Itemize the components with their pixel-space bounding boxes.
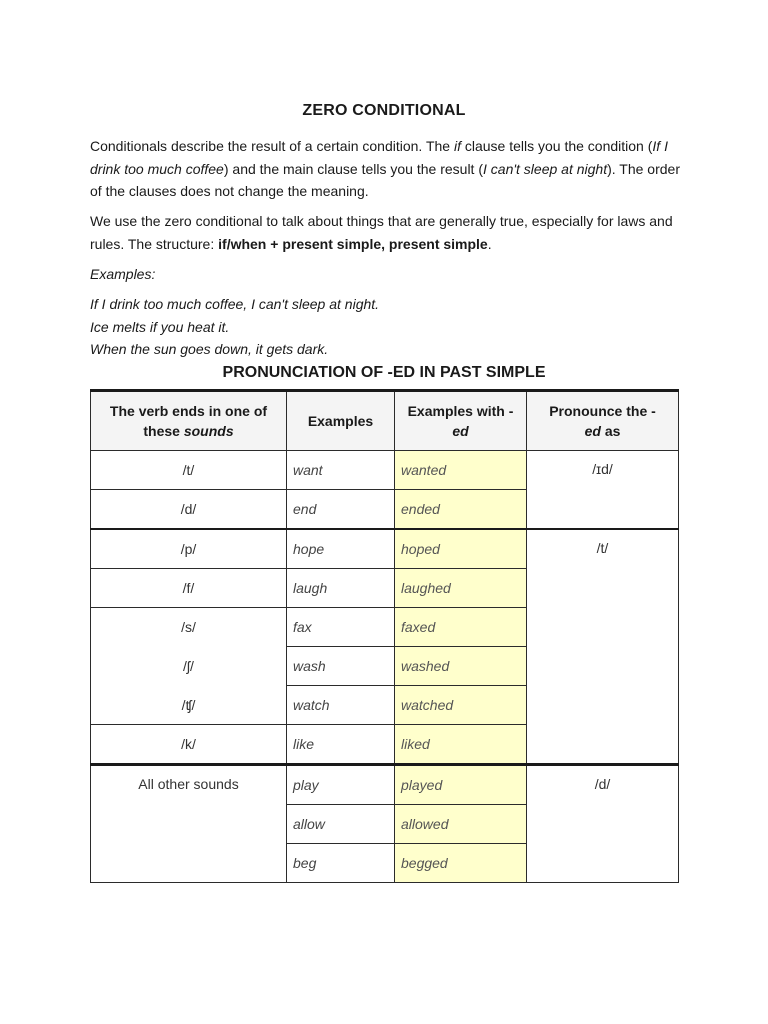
pronunciation-cell: /t/ [527, 529, 679, 765]
ed-example-cell: liked [395, 725, 527, 765]
example-cell: wash [287, 647, 395, 686]
header-text: Examples with - [407, 403, 514, 419]
ed-example-cell: laughed [395, 569, 527, 608]
sound-cell: /t/ [91, 451, 287, 490]
table-header-row [91, 391, 679, 451]
text-span: We use the zero conditional to talk about things that are generally true, especially for laws and rules. The structure: [90, 213, 673, 252]
table-row [91, 529, 679, 569]
header-examples-ed [395, 391, 527, 451]
sound-cell: /d/ [91, 490, 287, 530]
example-sentence: If I drink too much coffee, I can't sleep at night. [90, 296, 380, 312]
structure-formula: if/when + present simple, present simple [218, 235, 488, 252]
ed-example-cell: ended [395, 490, 527, 530]
sound-cell: /s/ [91, 608, 287, 647]
ed-example-cell: wanted [395, 451, 527, 490]
header-text: as [600, 423, 621, 439]
header-text: The verb ends in one of these [109, 403, 268, 439]
italic-if: if [453, 138, 461, 154]
sound-cell: /f/ [91, 569, 287, 608]
sound-cell: /ʃ/ [91, 647, 287, 686]
example-cell: play [287, 765, 395, 805]
header-text-italic: ed [584, 423, 601, 439]
sound-cell: /p/ [91, 529, 287, 569]
sound-cell: /ʧ/ [91, 686, 287, 725]
text-span: clause tells you the condition ( [460, 138, 653, 154]
example-cell: end [287, 490, 395, 530]
header-text-italic: sounds [183, 423, 234, 439]
header-text-italic: ed [452, 423, 469, 439]
header-pronounce [527, 391, 679, 451]
ed-example-cell: hoped [395, 529, 527, 569]
examples-label: Examples: [90, 266, 156, 282]
header-text: Pronounce the - [549, 403, 656, 419]
example-cell: allow [287, 805, 395, 844]
ed-example-cell: begged [395, 844, 527, 883]
ed-example-cell: allowed [395, 805, 527, 844]
ed-example-cell: faxed [395, 608, 527, 647]
table-row [91, 451, 679, 490]
examples-list [90, 293, 682, 361]
example-cell: beg [287, 844, 395, 883]
ed-example-cell: watched [395, 686, 527, 725]
example-cell: fax [287, 608, 395, 647]
text-span: ). The order of the clauses does not change the meaning. [90, 160, 680, 199]
example-cell: laugh [287, 569, 395, 608]
italic-result: I can't sleep at night [483, 160, 608, 177]
example-cell: want [287, 451, 395, 490]
example-cell: hope [287, 529, 395, 569]
intro-paragraph [90, 135, 682, 203]
header-sounds [91, 391, 287, 451]
page-title: ZERO CONDITIONAL [302, 102, 466, 119]
example-sentence: Ice melts if you heat it. [90, 318, 230, 335]
pronunciation-cell: /d/ [527, 765, 679, 883]
usage-paragraph [90, 210, 682, 255]
pronunciation-table [90, 389, 679, 883]
sound-cell: /k/ [91, 725, 287, 765]
ed-example-cell: played [395, 765, 527, 805]
text-span: Conditionals describe the result of a certain condition. The [90, 138, 454, 154]
example-sentence: When the sun goes down, it gets dark. [90, 341, 329, 357]
text-span: ) and the main clause tells you the result ( [223, 160, 483, 177]
text-span: . [487, 235, 492, 252]
section-title: PRONUNCIATION OF -ED IN PAST SIMPLE [222, 364, 546, 381]
example-cell: like [287, 725, 395, 765]
sound-cell: All other sounds [91, 765, 287, 883]
header-examples: Examples [287, 391, 395, 451]
italic-condition: If I drink too much coffee [90, 138, 668, 177]
table-row [91, 765, 679, 805]
example-cell: watch [287, 686, 395, 725]
ed-example-cell: washed [395, 647, 527, 686]
pronunciation-cell: /ɪd/ [527, 451, 679, 530]
